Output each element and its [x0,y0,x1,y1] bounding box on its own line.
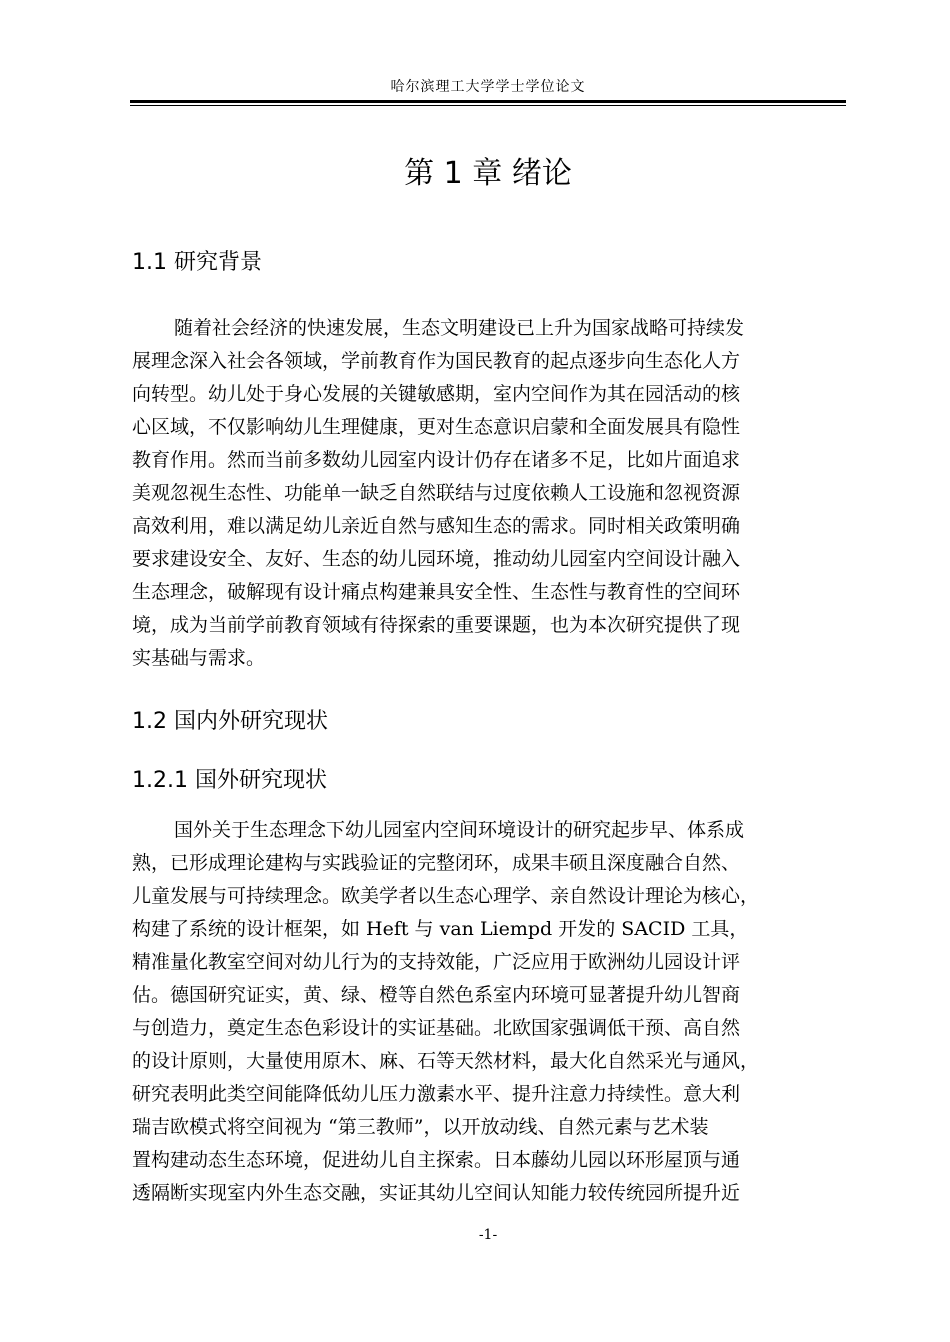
running-header: 哈尔滨理工大学学士学位论文 [390,79,586,95]
paragraph-line: 儿童发展与可持续理念。欧美学者以生态心理学、亲自然设计理论为核心， [132,885,760,907]
paragraph-line: 高效利用，难以满足幼儿亲近自然与感知生态的需求。同时相关政策明确 [132,515,741,537]
paragraph-line: 心区域，不仅影响幼儿生理健康，更对生态意识启蒙和全面发展具有隐性 [132,416,741,438]
paragraph-foreign-research [132,814,844,1210]
paragraph-line: 与创造力，奠定生态色彩设计的实证基础。北欧国家强调低干预、高自然 [132,1017,741,1039]
paragraph-research-background [132,312,844,675]
paragraph-line: 置构建动态生态环境，促进幼儿自主探索。日本藤幼儿园以环形屋顶与通 [132,1149,741,1171]
paragraph-line: 境，成为当前学前教育领域有待探索的重要课题，也为本次研究提供了现 [132,614,741,636]
section-heading-1-1: 1.1 研究背景 [132,250,262,275]
paragraph-line: 研究表明此类空间能降低幼儿压力激素水平、提升注意力持续性。意大利 [132,1083,741,1105]
paragraph-line: 美观忽视生态性、功能单一缺乏自然联结与过度依赖人工设施和忽视资源 [132,482,741,504]
paragraph-line: 实基础与需求。 [132,647,266,669]
paragraph-line: 展理念深入社会各领域，学前教育作为国民教育的起点逐步向生态化人方 [132,350,741,372]
paragraph-line: 的设计原则，大量使用原木、麻、石等天然材料，最大化自然采光与通风， [132,1050,760,1072]
paragraph-line: 生态理念，破解现有设计痛点构建兼具安全性、生态性与教育性的空间环 [132,581,741,603]
paragraph-line: 透隔断实现室内外生态交融，实证其幼儿空间认知能力较传统园所提升近 [132,1182,741,1204]
paragraph-line: 精准量化教室空间对幼儿行为的支持效能，广泛应用于欧洲幼儿园设计评 [132,951,741,973]
header-rule-thin [130,105,846,106]
paragraph-line: 估。德国研究证实，黄、绿、橙等自然色系室内环境可显著提升幼儿智商 [132,984,741,1006]
section-heading-1-2: 1.2 国内外研究现状 [132,709,328,734]
paragraph-line: 向转型。幼儿处于身心发展的关键敏感期，室内空间作为其在园活动的核 [132,383,741,405]
paragraph-line: 随着社会经济的快速发展，生态文明建设已上升为国家战略可持续发 [174,317,745,339]
paragraph-line: 构建了系统的设计框架，如 Heft 与 van Liempd 开发的 SACID 工具， [132,918,749,940]
paragraph-line: 熟，已形成理论建构与实践验证的完整闭环，成果丰硕且深度融合自然、 [132,852,741,874]
section-heading-1-2-1: 1.2.1 国外研究现状 [132,768,327,793]
paragraph-line: 教育作用。然而当前多数幼儿园室内设计仍存在诸多不足，比如片面追求 [132,449,741,471]
paragraph-line: 瑞吉欧模式将空间视为 “第三教师”，以开放动线、自然元素与艺术装 [132,1116,709,1138]
paragraph-line: 国外关于生态理念下幼儿园室内空间环境设计的研究起步早、体系成 [174,819,745,841]
paragraph-line: 要求建设安全、友好、生态的幼儿园环境，推动幼儿园室内空间设计融入 [132,548,741,570]
page-number: -1- [478,1227,498,1243]
chapter-title: 第 1 章 绪论 [404,156,572,191]
header-rule-thick [130,100,846,103]
